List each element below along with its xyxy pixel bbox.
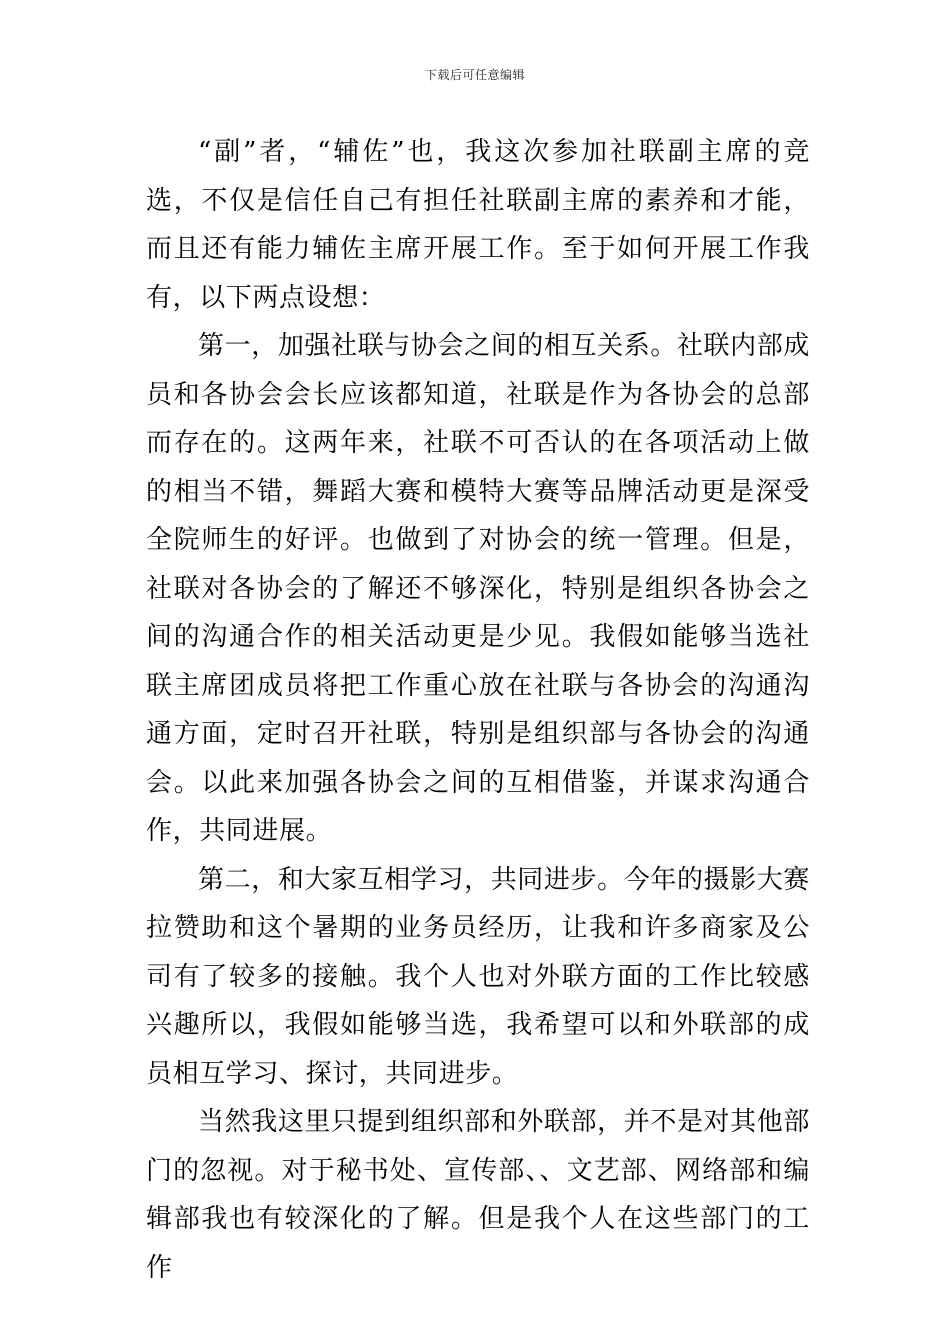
page-header: 下载后可任意编辑	[424, 68, 525, 82]
paragraph-other-departments: 当然我这里只提到组织部和外联部，并不是对其他部门的忽视。对于秘书处、宣传部、、文艺部、网络部和编辑部我也有较深化的了解。但是我个人在这些部门的工作	[146, 1107, 810, 1283]
paragraph-first-point: 第一，加强社联与协会之间的相互关系。社联内部成员和各协会会长应该都知道，社联是作为各协会的总部而存在的。这两年来，社联不可否认的在各项活动上做的相当不错，舞蹈大赛和模特大赛等品牌活动更是深受全院师生的好评。也做到了对协会的统一管理。但是，社联对各协会的了解还不够深化，特别是组织各协会之间的沟通合作的相关活动更是少见。我假如能够当选社联主席团成员将把工作重心放在社联与各协会的沟通沟通方面，定时召开社联，特别是组织部与各协会的沟通会。以此来加强各协会之间的互相借鉴，并谋求沟通合作，共同进展。	[146, 331, 810, 846]
paragraph-intro: “副”者，“辅佐”也，我这次参加社联副主席的竞选，不仅是信任自己有担任社联副主席的素养和才能，而且还有能力辅佐主席开展工作。至于如何开展工作我有，以下两点设想：	[146, 137, 810, 313]
document-body	[146, 128, 810, 1292]
paragraph-second-point: 第二，和大家互相学习，共同进步。今年的摄影大赛拉赞助和这个暑期的业务员经历，让我和许多商家及公司有了较多的接触。我个人也对外联方面的工作比较感兴趣所以，我假如能够当选，我希望可以和外联部的成员相互学习、探讨，共同进步。	[146, 864, 810, 1089]
